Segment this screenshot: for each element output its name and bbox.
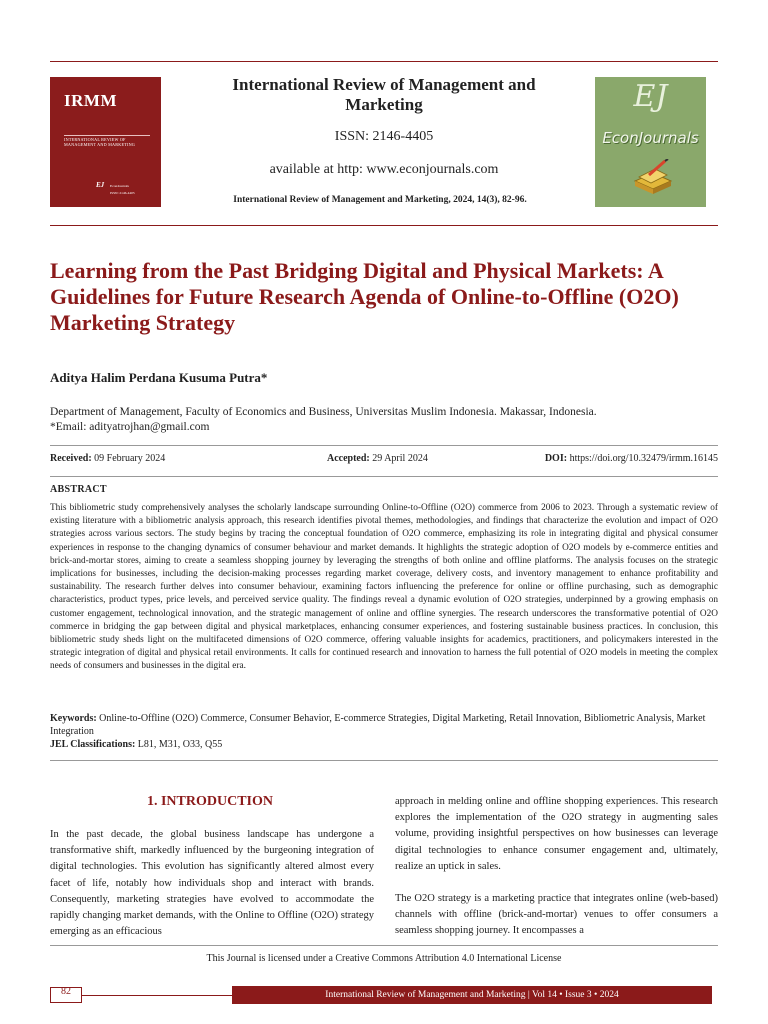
books-pencil-icon	[631, 159, 675, 197]
irmm-cover-issn: ISSN: 2146-4405	[110, 191, 135, 195]
econjournals-cover-image	[595, 77, 706, 207]
author-affiliation	[50, 405, 720, 435]
paper-title: Learning from the Past Bridging Digital and Physical Markets: A Guidelines for Future Research Agenda of Online-to-Offline (O2O) Marketing Strategy	[50, 258, 679, 335]
irmm-cover-publisher: EconJournals	[110, 184, 129, 188]
section-heading-introduction: 1. INTRODUCTION	[146, 794, 273, 809]
abstract-heading: ABSTRACT	[50, 484, 107, 495]
header-bottom-rule	[50, 225, 718, 226]
doi[interactable]: DOI: https://doi.org/10.32479/irmm.16145	[544, 453, 718, 464]
ej-logo: EJ	[633, 79, 668, 114]
keywords-block	[50, 712, 718, 751]
irmm-cover-ej-logo: EJ	[96, 181, 105, 189]
dates-top-rule	[50, 445, 718, 446]
page-number: 82	[61, 986, 71, 997]
running-footer: International Review of Management and Marketing | Vol 14 • Issue 3 • 2024	[232, 986, 712, 1004]
abstract-text: This bibliometric study comprehensively analyses the scholarly landscape surrounding Online-to-Offline (O2O) commerce from 2006 to 2023. Through a systematic review of existing literature with a bibliometric analysis approach, this research identifies pivotal themes, methodologies, and findings that characterize the evolution and impact of O2O strategies across various sectors. The study begins by tracing the conceptual foundation of O2O commerce, emphasizing its role in integrating digital and physical consumer experiences in response to the changing dynamics of consumer behaviour and market demands. It highlights the strategic adoption of O2O models by e-commerce entities and brick-and-mortar stores, aiming to create a seamless shopping journey by leveraging the strengths of both online and offline platforms. The analysis focuses on the strategic implications for businesses, including the decision-making processes regarding market coverage, delivery costs, and inventory management to enhance profitability and sustainability. The research further delves into consumer behaviour, examining factors influencing the preference for online or offline purchasing, such as demographic characteristics, product types, price levels, and perceived service quality. The findings reveal a dynamic evolution of O2O strategies, underpinned by a growing emphasis on customer engagement, technological innovation, and the strategic management of online and offline synergies. The research underscores the transformative potential of O2O commerce in bridging the gap between digital and physical marketplaces, enhancing consumer experiences, and fostering sustainable business practices. In conclusion, this bibliometric study sheds light on the multifaceted dimensions of O2O commerce, offering valuable insights for academics, practitioners, and policymakers interested in the strategic integration of digital and physical retail environments. It calls for continued research and innovation to harness the full potential of O2O models in meeting the complex needs of consumers and businesses in the digital era.	[50, 503, 718, 672]
affiliation-text: Department of Management, Faculty of Economics and Business, Universitas Muslim Indonesia. Makassar, Indonesia.	[50, 406, 597, 418]
accepted-date: Accepted: 29 April 2024	[327, 453, 428, 464]
econjournals-wordmark: EconJournals	[602, 129, 699, 147]
journal-title: International Review of Management and Marketing	[232, 75, 536, 114]
jel-classifications: JEL Classifications: L81, M31, O33, Q55	[50, 739, 223, 750]
intro-paragraph: The O2O strategy is a marketing practice that integrates online (web-based) channels with offline (brick-and-mortar) venues to offer consumers a seamless shopping journey. It encompasses a	[395, 893, 718, 937]
intro-paragraph: In the past decade, the global business landscape has undergone a transformative shift, markedly influenced by the burgeoning integration of digital technologies. This evolution has significantly altered almost every facet of life, notably how individuals shop and interact with brands. Consequently, marketing strategies have evolved to accommodate the rapidly changing market demands, with the Online to Offline (O2O) strategy emerging as an efficacious	[50, 829, 374, 938]
intro-column-right	[395, 794, 718, 956]
irmm-cover-title: IRMM	[64, 91, 117, 110]
author-email[interactable]: *Email: adityatrojhan@gmail.com	[50, 421, 210, 433]
irmm-cover-image	[50, 77, 161, 207]
intro-paragraph: approach in melding online and offline shopping experiences. This research explores the implementation of the O2O strategy in augmenting sales volume, providing insightful perspectives on how businesses can leverage digital technologies to enhance consumer engagement and, ultimately, realize an uptick in sales.	[395, 796, 718, 872]
irmm-cover-subtitle: INTERNATIONAL REVIEW OF MANAGEMENT AND MARKETING	[64, 137, 136, 147]
irmm-cover-divider	[64, 135, 150, 136]
journal-url[interactable]: available at http: www.econjournals.com	[269, 162, 499, 177]
received-date: Received: 09 February 2024	[50, 453, 166, 464]
license-notice: This Journal is licensed under a Creative Commons Attribution 4.0 International License	[206, 953, 562, 964]
journal-citation: International Review of Management and Marketing, 2024, 14(3), 82-96.	[233, 195, 527, 205]
intro-column-left	[50, 827, 374, 940]
author-name: Aditya Halim Perdana Kusuma Putra*	[50, 370, 268, 385]
keywords-bottom-rule	[50, 760, 718, 761]
dates-bottom-rule	[50, 476, 718, 477]
footer-rule	[50, 945, 718, 946]
keywords: Keywords: Online-to-Offline (O2O) Commerce, Consumer Behavior, E-commerce Strategies, Digital Marketing, Retail Innovation, Bibliometric Analysis, Market Integration	[50, 713, 706, 737]
journal-issn: ISSN: 2146-4405	[334, 129, 434, 144]
header-top-rule	[50, 61, 718, 62]
